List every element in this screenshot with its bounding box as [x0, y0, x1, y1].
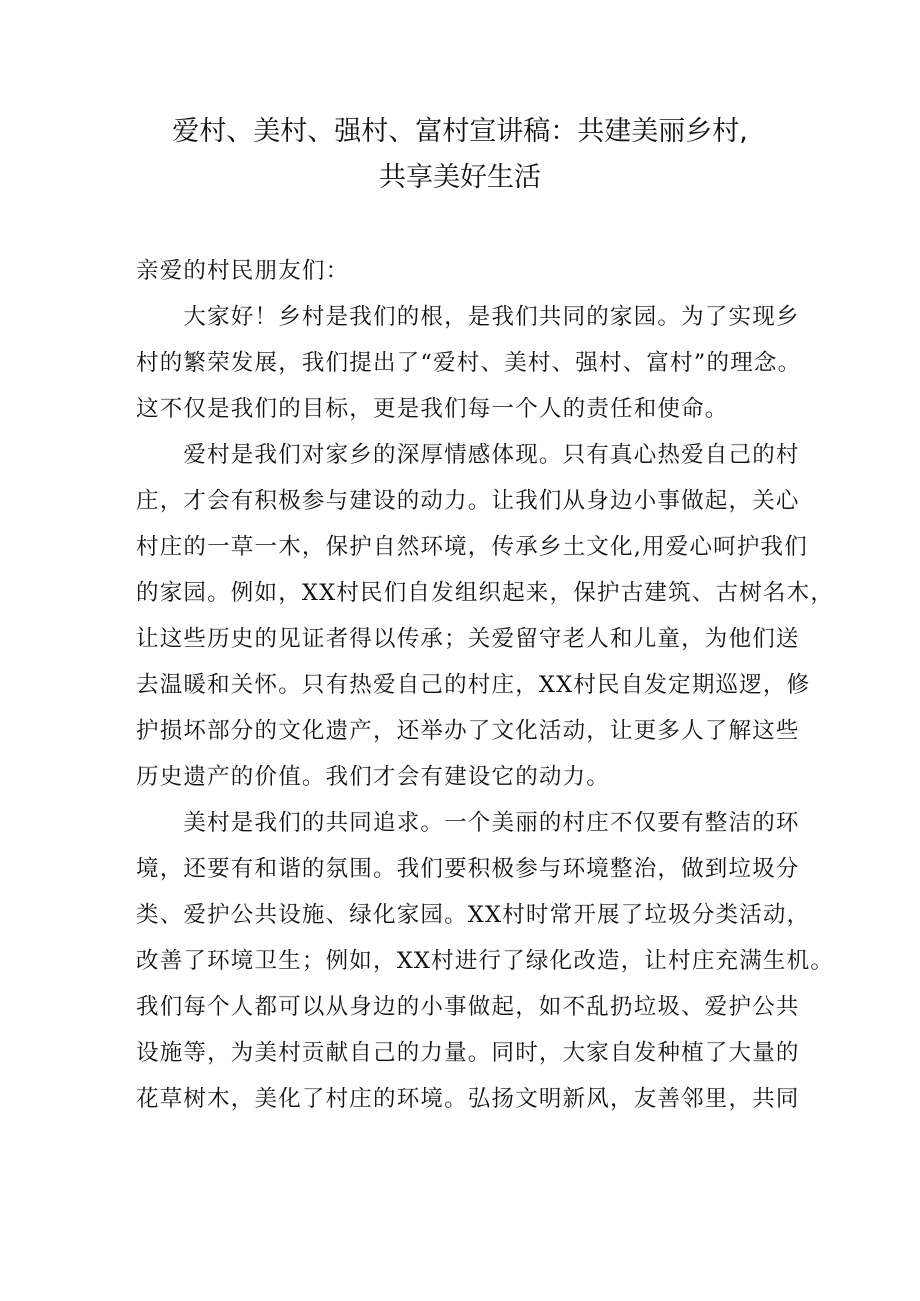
body-line-6: 村庄的一草一木，保护自然环境，传承乡土文化,用爱心呵护我们	[136, 534, 808, 560]
body-line-12: 美村是我们的共同追求。一个美丽的村庄不仅要有整洁的环	[136, 810, 800, 836]
document-title-line-1: 爱村、美村、强村、富村宣讲稿：共建美丽乡村,	[172, 116, 748, 147]
body-line-4: 爱村是我们对家乡的深厚情感体现。只有真心热爱自己的村	[136, 442, 800, 468]
body-line-17: 设施等，为美村贡献自己的力量。同时，大家自发种植了大量的	[136, 1040, 800, 1066]
body-line-11: 历史遗产的价值。我们才会有建设它的动力。	[136, 764, 611, 790]
body-line-8: 让这些历史的见证者得以传承；关爱留守老人和儿童，为他们送	[136, 626, 800, 652]
body-line-18: 花草树木，美化了村庄的环境。弘扬文明新风，友善邻里，共同	[136, 1086, 800, 1112]
body-line-15: 改善了环境卫生；例如，XX村进行了绿化改造，让村庄充满生机。	[136, 948, 835, 974]
body-line-2: 村的繁荣发展，我们提出了“爱村、美村、强村、富村”的理念。	[136, 350, 802, 376]
document-body	[136, 248, 835, 1122]
body-line-1: 大家好！乡村是我们的根，是我们共同的家园。为了实现乡	[136, 304, 800, 330]
body-line-14: 类、爱护公共设施、绿化家园。XX村时常开展了垃圾分类活动，	[136, 902, 811, 928]
salutation: 亲爱的村民朋友们：	[136, 258, 350, 284]
body-line-9: 去温暖和关怀。只有热爱自己的村庄，XX村民自发定期巡逻，修	[136, 672, 811, 698]
body-line-16: 我们每个人都可以从身边的小事做起，如不乱扔垃圾、爱护公共	[136, 994, 800, 1020]
body-line-10: 护损坏部分的文化遗产，还举办了文化活动，让更多人了解这些	[136, 718, 800, 744]
body-line-13: 境，还要有和谐的氛围。我们要积极参与环境整治，做到垃圾分	[136, 856, 800, 882]
document-title-line-2: 共享美好生活	[379, 162, 541, 193]
body-line-3: 这不仅是我们的目标，更是我们每一个人的责任和使命。	[136, 396, 729, 422]
body-line-5: 庄，才会有积极参与建设的动力。让我们从身边小事做起，关心	[136, 488, 800, 514]
body-line-7: 的家园。例如，XX村民们自发组织起来，保护古建筑、古树名木，	[136, 580, 835, 606]
